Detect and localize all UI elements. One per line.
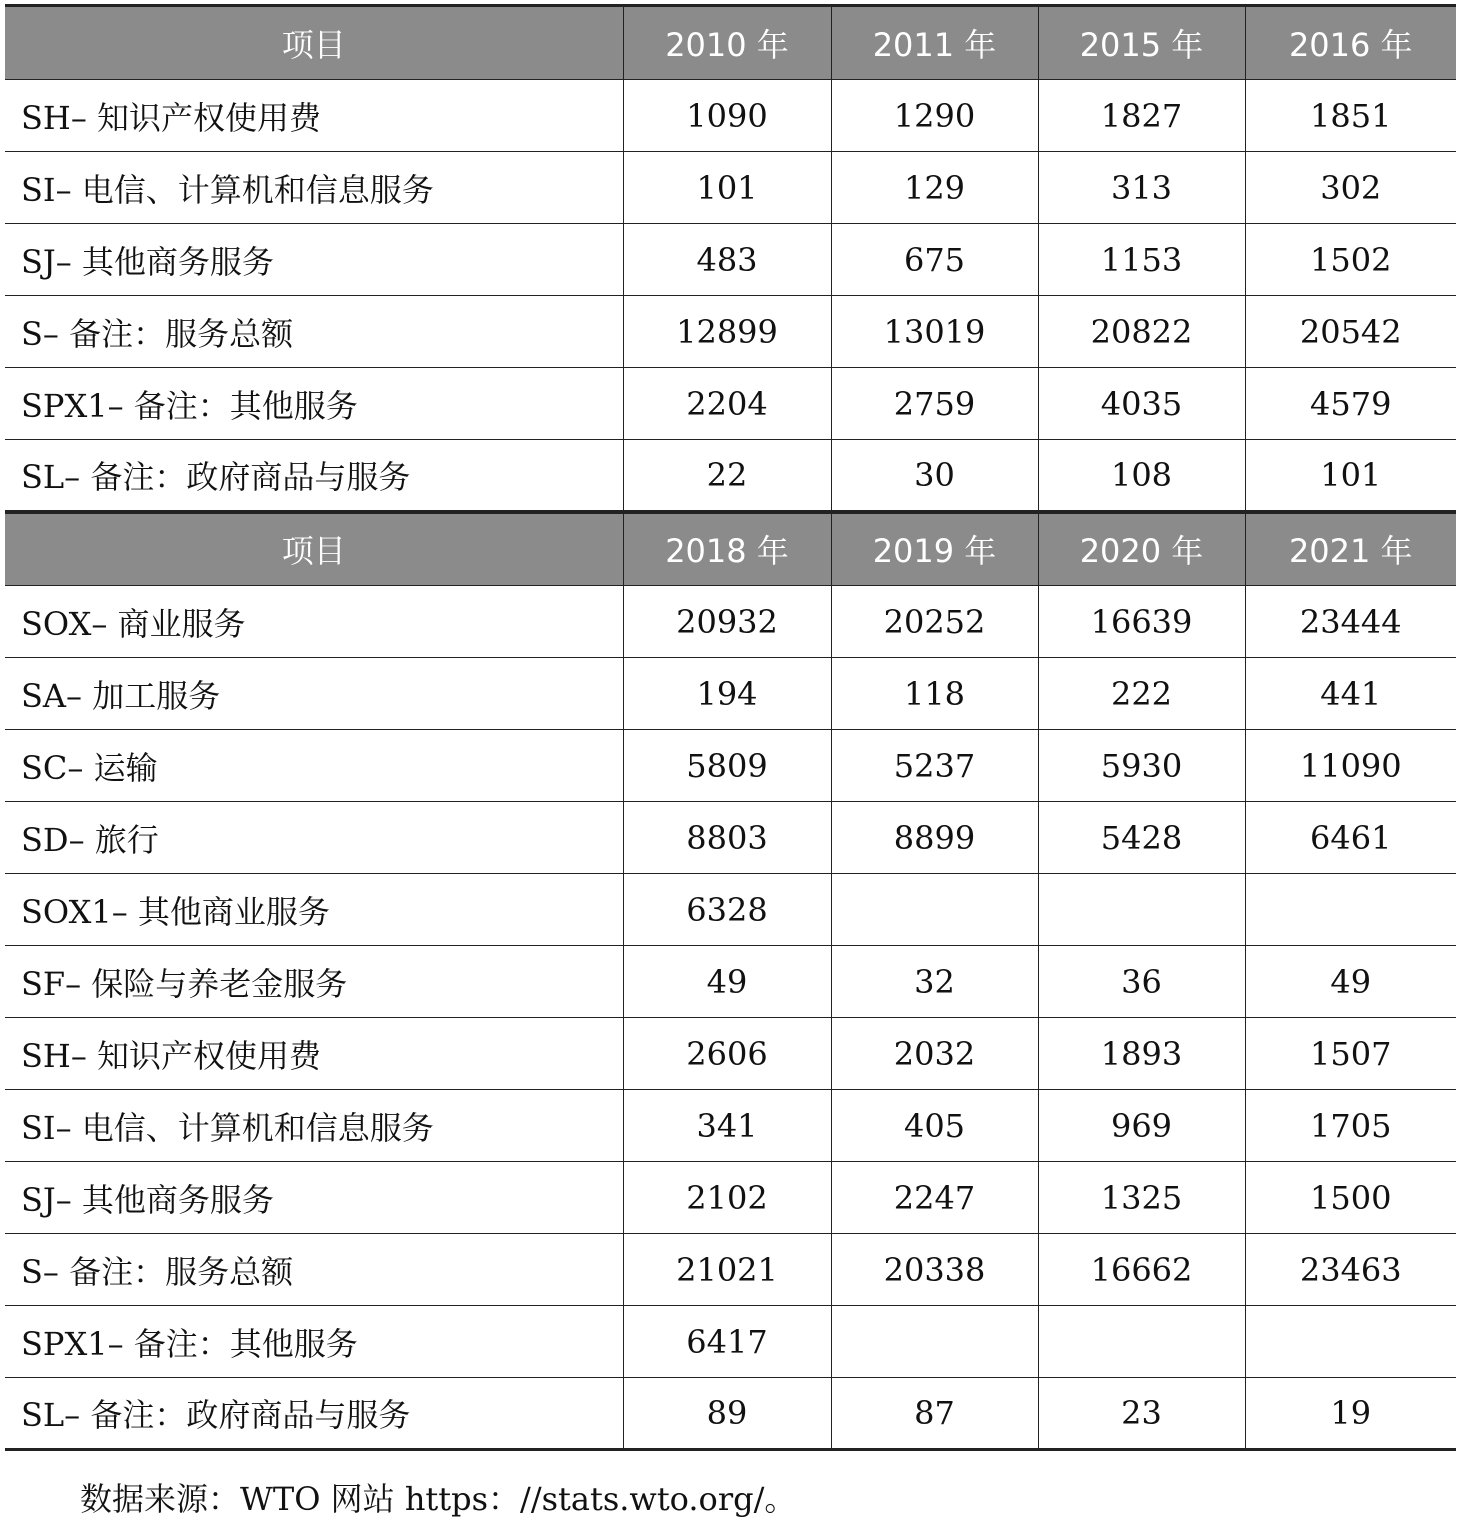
table-row: [5, 874, 1456, 946]
value-cell: 129: [831, 152, 1038, 224]
value-cell: 1893: [1038, 1018, 1245, 1090]
value-cell: 969: [1038, 1090, 1245, 1162]
header-item: 项目: [5, 6, 623, 80]
table-row: [5, 730, 1456, 802]
value-cell: [1245, 1306, 1456, 1378]
value-cell: 30: [831, 440, 1038, 512]
value-cell: 12899: [623, 296, 831, 368]
table-row: [5, 1090, 1456, 1162]
value-cell: 19: [1245, 1378, 1456, 1450]
table-row: [5, 1306, 1456, 1378]
value-cell: 1153: [1038, 224, 1245, 296]
table-row: [5, 152, 1456, 224]
value-cell: 1705: [1245, 1090, 1456, 1162]
value-cell: [1245, 874, 1456, 946]
table-row: [5, 80, 1456, 152]
header-year: 2018 年: [623, 512, 831, 586]
value-cell: 5428: [1038, 802, 1245, 874]
value-cell: 16662: [1038, 1234, 1245, 1306]
value-cell: [1038, 874, 1245, 946]
table-row: [5, 296, 1456, 368]
value-cell: 4035: [1038, 368, 1245, 440]
table-row: [5, 440, 1456, 512]
header-row: [5, 6, 1456, 80]
header-year: 2016 年: [1245, 6, 1456, 80]
table-row: [5, 224, 1456, 296]
row-label: SL– 备注：政府商品与服务: [5, 440, 623, 512]
table1-body: [5, 80, 1456, 512]
value-cell: 341: [623, 1090, 831, 1162]
value-cell: 21021: [623, 1234, 831, 1306]
value-cell: 441: [1245, 658, 1456, 730]
value-cell: 5930: [1038, 730, 1245, 802]
row-label: SJ– 其他商务服务: [5, 1162, 623, 1234]
value-cell: 101: [623, 152, 831, 224]
value-cell: 36: [1038, 946, 1245, 1018]
value-cell: 6417: [623, 1306, 831, 1378]
value-cell: 194: [623, 658, 831, 730]
value-cell: 2032: [831, 1018, 1038, 1090]
row-label: SJ– 其他商务服务: [5, 224, 623, 296]
row-label: SH– 知识产权使用费: [5, 1018, 623, 1090]
header-year: 2010 年: [623, 6, 831, 80]
table-row: [5, 586, 1456, 658]
value-cell: 8803: [623, 802, 831, 874]
value-cell: 87: [831, 1378, 1038, 1450]
table-row: [5, 1234, 1456, 1306]
value-cell: 49: [1245, 946, 1456, 1018]
value-cell: 222: [1038, 658, 1245, 730]
value-cell: 2102: [623, 1162, 831, 1234]
value-cell: 313: [1038, 152, 1245, 224]
table-row: [5, 658, 1456, 730]
value-cell: 49: [623, 946, 831, 1018]
row-label: SD– 旅行: [5, 802, 623, 874]
header-year: 2021 年: [1245, 512, 1456, 586]
row-label: SOX1– 其他商业服务: [5, 874, 623, 946]
value-cell: [831, 874, 1038, 946]
value-cell: [1038, 1306, 1245, 1378]
row-label: SPX1– 备注：其他服务: [5, 1306, 623, 1378]
row-label: SF– 保险与养老金服务: [5, 946, 623, 1018]
table1-header: [5, 6, 1456, 80]
value-cell: 5237: [831, 730, 1038, 802]
row-label: SPX1– 备注：其他服务: [5, 368, 623, 440]
value-cell: 6328: [623, 874, 831, 946]
table-row: [5, 946, 1456, 1018]
value-cell: 22: [623, 440, 831, 512]
value-cell: 1851: [1245, 80, 1456, 152]
row-label: SOX– 商业服务: [5, 586, 623, 658]
value-cell: 2606: [623, 1018, 831, 1090]
value-cell: 1827: [1038, 80, 1245, 152]
value-cell: 20932: [623, 586, 831, 658]
value-cell: 23463: [1245, 1234, 1456, 1306]
row-label: S– 备注：服务总额: [5, 296, 623, 368]
value-cell: 8899: [831, 802, 1038, 874]
value-cell: 6461: [1245, 802, 1456, 874]
value-cell: 5809: [623, 730, 831, 802]
table-row: [5, 368, 1456, 440]
row-label: SH– 知识产权使用费: [5, 80, 623, 152]
table-row: [5, 1162, 1456, 1234]
value-cell: 405: [831, 1090, 1038, 1162]
data-table: [5, 4, 1456, 1451]
value-cell: 23444: [1245, 586, 1456, 658]
header-row: [5, 512, 1456, 586]
value-cell: 101: [1245, 440, 1456, 512]
value-cell: 89: [623, 1378, 831, 1450]
value-cell: 1290: [831, 80, 1038, 152]
table2-body: [5, 586, 1456, 1450]
value-cell: 20822: [1038, 296, 1245, 368]
value-cell: 20542: [1245, 296, 1456, 368]
value-cell: 16639: [1038, 586, 1245, 658]
value-cell: 11090: [1245, 730, 1456, 802]
row-label: SI– 电信、计算机和信息服务: [5, 1090, 623, 1162]
table-row: [5, 1018, 1456, 1090]
value-cell: 32: [831, 946, 1038, 1018]
header-year: 2015 年: [1038, 6, 1245, 80]
value-cell: 1500: [1245, 1162, 1456, 1234]
value-cell: 13019: [831, 296, 1038, 368]
value-cell: 20252: [831, 586, 1038, 658]
row-label: SL– 备注：政府商品与服务: [5, 1378, 623, 1450]
row-label: SI– 电信、计算机和信息服务: [5, 152, 623, 224]
table-row: [5, 1378, 1456, 1450]
value-cell: 1090: [623, 80, 831, 152]
value-cell: 1507: [1245, 1018, 1456, 1090]
value-cell: [831, 1306, 1038, 1378]
value-cell: 20338: [831, 1234, 1038, 1306]
value-cell: 1325: [1038, 1162, 1245, 1234]
header-year: 2019 年: [831, 512, 1038, 586]
value-cell: 302: [1245, 152, 1456, 224]
row-label: S– 备注：服务总额: [5, 1234, 623, 1306]
value-cell: 108: [1038, 440, 1245, 512]
header-year: 2020 年: [1038, 512, 1245, 586]
value-cell: 23: [1038, 1378, 1245, 1450]
value-cell: 483: [623, 224, 831, 296]
source-note: 数据来源：WTO 网站 https：//stats.wto.org/。: [80, 1480, 797, 1518]
header-item: 项目: [5, 512, 623, 586]
value-cell: 2247: [831, 1162, 1038, 1234]
value-cell: 1502: [1245, 224, 1456, 296]
value-cell: 2204: [623, 368, 831, 440]
table-row: [5, 802, 1456, 874]
row-label: SA– 加工服务: [5, 658, 623, 730]
header-year: 2011 年: [831, 6, 1038, 80]
value-cell: 2759: [831, 368, 1038, 440]
value-cell: 4579: [1245, 368, 1456, 440]
value-cell: 675: [831, 224, 1038, 296]
row-label: SC– 运输: [5, 730, 623, 802]
value-cell: 118: [831, 658, 1038, 730]
table2-header: [5, 512, 1456, 586]
